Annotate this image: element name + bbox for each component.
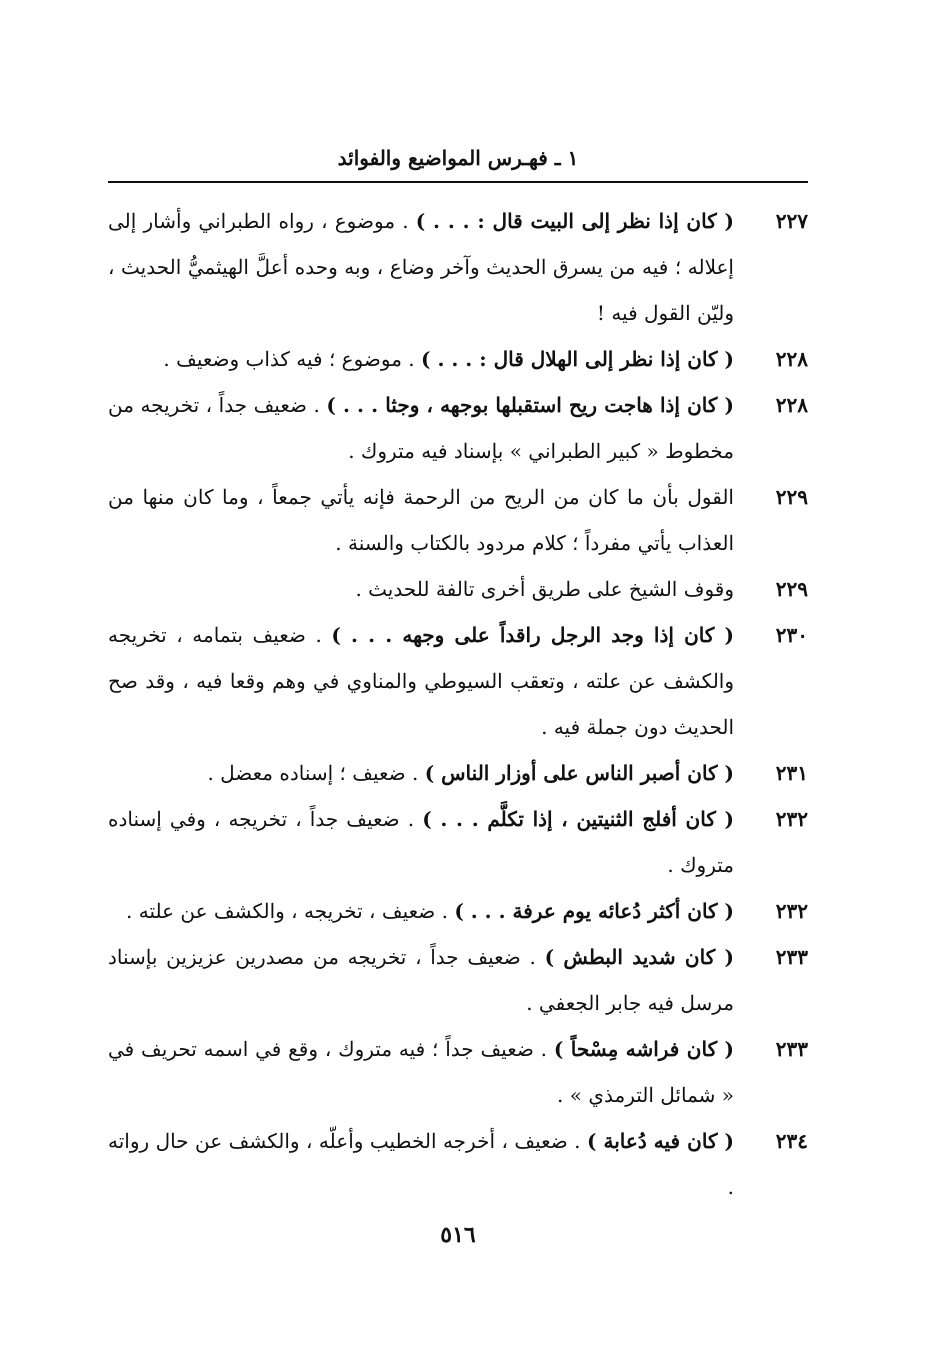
entry-text	[108, 382, 734, 474]
entry-text	[108, 612, 734, 750]
index-entry	[108, 1026, 808, 1118]
entry-hadith: ( كان إذا نظر إلى البيت قال : . . . )	[415, 209, 734, 233]
entry-hadith: ( كان فراشه مِسْحاً )	[553, 1037, 734, 1061]
entry-comment: . موضوع ؛ فيه كذاب وضعيف .	[163, 347, 415, 371]
index-entry	[108, 198, 808, 336]
entry-comment: القول بأن ما كان من الريح من الرحمة فإنه يأتي جمعاً ، وما كان منها من العذاب يأتي مفرداً ؛ كلام مردود بالكتاب والسنة .	[108, 485, 734, 555]
index-entry	[108, 566, 808, 612]
entry-page-number: ٢٢٩	[775, 485, 808, 509]
entry-text	[108, 474, 734, 566]
entry-comment: . ضعيف ؛ إسناده معضل .	[207, 761, 419, 785]
index-entry	[108, 612, 808, 750]
entry-page-number: ٢٢٩	[775, 577, 808, 601]
index-entry	[108, 796, 808, 888]
index-entry	[108, 934, 808, 1026]
entry-comment: . ضعيف جداً ، تخريجه من مصدرين عزيزين بإسناد مرسل فيه جابر الجعفي .	[108, 945, 734, 1015]
entry-text	[108, 1118, 734, 1210]
entry-text	[108, 1026, 734, 1118]
entry-page-number: ٢٢٨	[775, 347, 808, 371]
entry-page-number: ٢٣٤	[775, 1129, 808, 1153]
entry-comment: . ضعيف جداً ؛ فيه متروك ، وقع في اسمه تحريف في « شمائل الترمذي » .	[108, 1037, 734, 1107]
entry-text	[108, 336, 734, 382]
index-entry	[108, 336, 808, 382]
entry-comment: . ضعيف بتمامه ، تخريجه والكشف عن علته ، وتعقب السيوطي والمناوي في وهم وقعا فيه ، وقد صح الحديث دون جملة فيه .	[108, 623, 734, 739]
index-entries	[108, 198, 808, 1210]
entry-page-number: ٢٣٣	[775, 945, 808, 969]
entry-hadith: ( كان إذا نظر إلى الهلال قال : . . . )	[421, 347, 734, 371]
entry-text	[108, 796, 734, 888]
entry-comment: . ضعيف ، تخريجه ، والكشف عن علته .	[126, 899, 448, 923]
entry-comment: وقوف الشيخ على طريق أخرى تالفة للحديث .	[355, 577, 734, 601]
entry-hadith: ( كان إذا هاجت ريح استقبلها بوجهه ، وجثا . . . )	[326, 393, 735, 417]
entry-comment: . ضعيف جداً ، تخريجه من مخطوط « كبير الطبراني » بإسناد فيه متروك .	[108, 393, 734, 463]
index-entry	[108, 474, 808, 566]
folio-page-number: ٥١٦	[440, 1222, 476, 1248]
header-rule	[108, 181, 808, 183]
entry-comment: . ضعيف جداً ، تخريجه ، وفي إسناده متروك .	[108, 807, 734, 877]
index-entry	[108, 888, 808, 934]
index-entry	[108, 1118, 808, 1210]
entry-page-number: ٢٢٨	[775, 393, 808, 417]
entry-page-number: ٢٢٧	[775, 209, 808, 233]
entry-page-number: ٢٣٢	[775, 899, 808, 923]
entry-hadith: ( كان إذا وجد الرجل راقداً على وجهه . . . )	[331, 623, 735, 647]
entry-page-number: ٢٣٠	[775, 623, 808, 647]
entry-page-number: ٢٣٢	[775, 807, 808, 831]
entry-page-number: ٢٣١	[775, 761, 808, 785]
running-header: ١ ـ فهـرس المواضيع والفوائد	[337, 146, 579, 170]
entry-page-number: ٢٣٣	[775, 1037, 808, 1061]
entry-comment: . موضوع ، رواه الطبراني وأشار إلى إعلاله ؛ فيه من يسرق الحديث وآخر وضاع ، وبه وحده أعلَّ الهيثميُّ الحديث ، وليّن القول فيه !	[108, 209, 734, 325]
entry-hadith: ( كان أكثر دُعائه يوم عرفة . . . )	[454, 899, 734, 923]
entry-text	[108, 934, 734, 1026]
entry-hadith: ( كان شديد البطش )	[544, 945, 734, 969]
index-entry	[108, 750, 808, 796]
entry-hadith: ( كان فيه دُعابة )	[587, 1129, 735, 1153]
entry-text	[108, 198, 734, 336]
entry-comment: . ضعيف ، أخرجه الخطيب وأعلّه ، والكشف عن حال رواته .	[108, 1129, 734, 1199]
entry-hadith: ( كان أصبر الناس على أوزار الناس )	[424, 761, 734, 785]
index-entry	[108, 382, 808, 474]
entry-text	[108, 750, 734, 796]
entry-text	[108, 566, 734, 612]
entry-text	[108, 888, 734, 934]
entry-hadith: ( كان أفلج الثنيتين ، إذا تكلَّم . . . )	[422, 807, 735, 831]
